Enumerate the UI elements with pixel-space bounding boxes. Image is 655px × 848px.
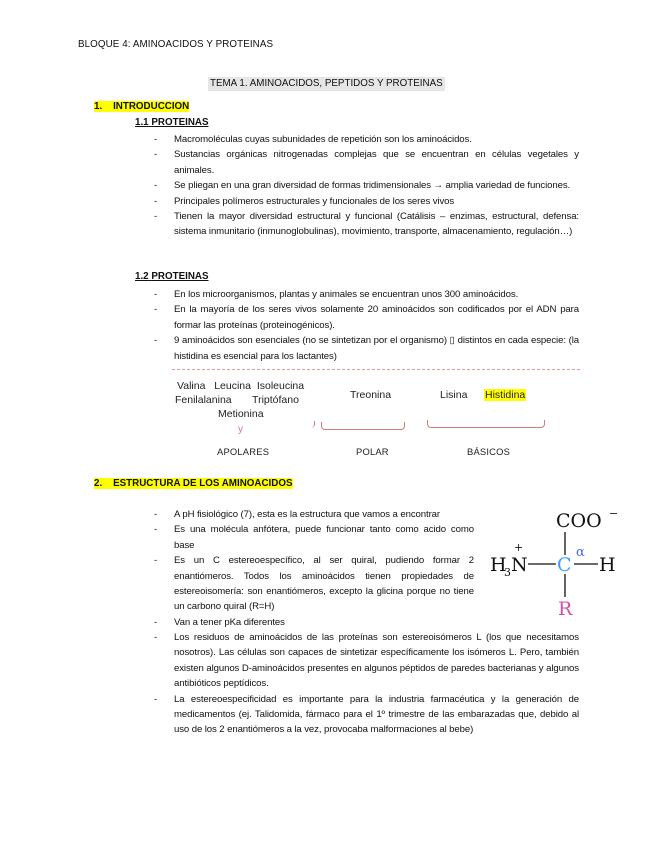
list-item: - Tienen la mayor diversidad estructural y funcional (Catálisis – enzimas, estructural, defensa: sistema inmunitario (inmunoglobulinas), movimiento, transporte, almacenamiento, regulación…) bbox=[154, 209, 579, 240]
apolar-extra: y bbox=[238, 424, 243, 435]
amino-acid-label: Fenilalanina bbox=[175, 394, 232, 406]
amino-subscript: 3 bbox=[504, 566, 511, 579]
apolar-bracket bbox=[176, 421, 315, 428]
apolar-row-3: Metionina bbox=[218, 408, 264, 420]
section-2-list-narrow bbox=[154, 507, 474, 630]
list-item: - En la mayoría de los seres vivos solamente 20 aminoácidos son codificados por el ADN para formar las proteínas (proteinogénicos). bbox=[154, 302, 579, 333]
subsection-1-1-list bbox=[154, 132, 579, 240]
subsection-1-1-label: PROTEINAS bbox=[151, 117, 209, 128]
alpha-hydrogen: H bbox=[599, 554, 616, 576]
section-2-heading bbox=[94, 478, 293, 489]
subsection-1-1-number: 1.1 bbox=[135, 117, 149, 128]
section-1-label: INTRODUCCION bbox=[113, 101, 190, 112]
section-2-label: ESTRUCTURA DE LOS AMINOACIDOS bbox=[113, 478, 293, 489]
list-item: - Es una molécula anfótera, puede funcionar tanto como acido como base bbox=[154, 522, 474, 553]
amino-charge: + bbox=[514, 541, 524, 554]
list-item: - A pH fisiológico (7), esta es la estructura que vamos a encontrar bbox=[154, 507, 474, 522]
section-1-number: 1. bbox=[94, 101, 103, 112]
carboxylate-charge: − bbox=[609, 507, 619, 520]
section-2-list-wide bbox=[154, 630, 579, 738]
list-item: - Principales polímeros estructurales y funcionales de los seres vivos bbox=[154, 194, 579, 209]
list-item: - Sustancias orgánicas nitrogenadas complejas que se encuentran en células vegetales y animales. bbox=[154, 147, 579, 178]
list-item: - Macromoléculas cuyas subunidades de repetición son los aminoácidos. bbox=[154, 132, 579, 147]
amino-acid-structure bbox=[484, 500, 634, 630]
carboxylate-group: COO bbox=[556, 510, 602, 532]
document-header: BLOQUE 4: AMINOACIDOS Y PROTEINAS bbox=[78, 39, 274, 50]
basic-amino-acid-histidina: Histidina bbox=[485, 389, 526, 401]
apolar-group-label: APOLARES bbox=[217, 446, 270, 457]
apolar-row-1 bbox=[177, 380, 304, 392]
amino-n: N bbox=[511, 554, 528, 576]
subsection-1-2-list bbox=[154, 287, 579, 364]
apolar-row-2 bbox=[175, 394, 299, 406]
amino-acid-label: Leucina bbox=[214, 380, 251, 392]
amino-h: H bbox=[490, 554, 507, 576]
diagram-top-line bbox=[172, 369, 580, 370]
basic-group-label: BÁSICOS bbox=[467, 446, 511, 457]
page-title: TEMA 1. AMINOACIDOS, PEPTIDOS Y PROTEINAS bbox=[210, 78, 443, 89]
subsection-1-1-heading bbox=[135, 117, 209, 128]
list-item: - Es un C estereoespecífico, al ser quiral, pudiendo formar 2 enantiómeros. Todos los aminoácidos tienen propiedades de estereoisomería: son enantiómeros, excepto la glicina porque no tiene un carbono quiral (R=H) bbox=[154, 553, 474, 615]
subsection-1-2-number: 1.2 bbox=[135, 271, 149, 282]
section-2-number: 2. bbox=[94, 478, 103, 489]
alpha-carbon: C bbox=[557, 554, 572, 576]
list-item: - En los microorganismos, plantas y animales se encuentran unos 300 aminoácidos. bbox=[154, 287, 579, 302]
basic-amino-acid-lisina: Lisina bbox=[440, 389, 468, 401]
r-group: R bbox=[558, 598, 573, 620]
list-item: - La estereoespecificidad es importante para la industria farmacéutica y la generación de medicamentos (ej. Talidomida, fármaco para el 1º trimestre de las embarazadas que, debido al uso de los 2 enantiómeros a la vez, provocaba malformaciones al bebe) bbox=[154, 692, 579, 738]
amino-acid-label: Isoleucina bbox=[256, 380, 305, 392]
amino-acid-label: Valina bbox=[177, 380, 206, 392]
subsection-1-2-label: PROTEINAS bbox=[151, 271, 209, 282]
polar-group-label: POLAR bbox=[356, 446, 389, 457]
list-item: - 9 aminoácidos son esenciales (no se sintetizan por el organismo) ▯ distintos en cada especie: (la histidina es esencial para los lactantes) bbox=[154, 333, 579, 364]
list-item: - Se pliegan en una gran diversidad de formas tridimensionales → amplia variedad de funciones. bbox=[154, 178, 579, 193]
list-item: - Los residuos de aminoácidos de las proteínas son estereoisómeros L (los que necesitamos nosotros). Las células son capaces de sintetizar específicamente los isómeros L. Pero, también existen algunos D-aminoácidos presentes en algunos péptidos de paredes bacterianas y algunos antibióticos peptídicos. bbox=[154, 630, 579, 692]
list-item: - Van a tener pKa diferentes bbox=[154, 615, 474, 630]
amino-acid-label: Triptófano bbox=[252, 394, 299, 406]
alpha-symbol: α bbox=[576, 545, 585, 560]
basic-bracket bbox=[427, 420, 545, 428]
polar-bracket bbox=[321, 422, 405, 430]
subsection-1-2-heading bbox=[135, 271, 209, 282]
section-1-heading bbox=[94, 101, 189, 112]
polar-amino-acid: Treonina bbox=[350, 389, 392, 401]
